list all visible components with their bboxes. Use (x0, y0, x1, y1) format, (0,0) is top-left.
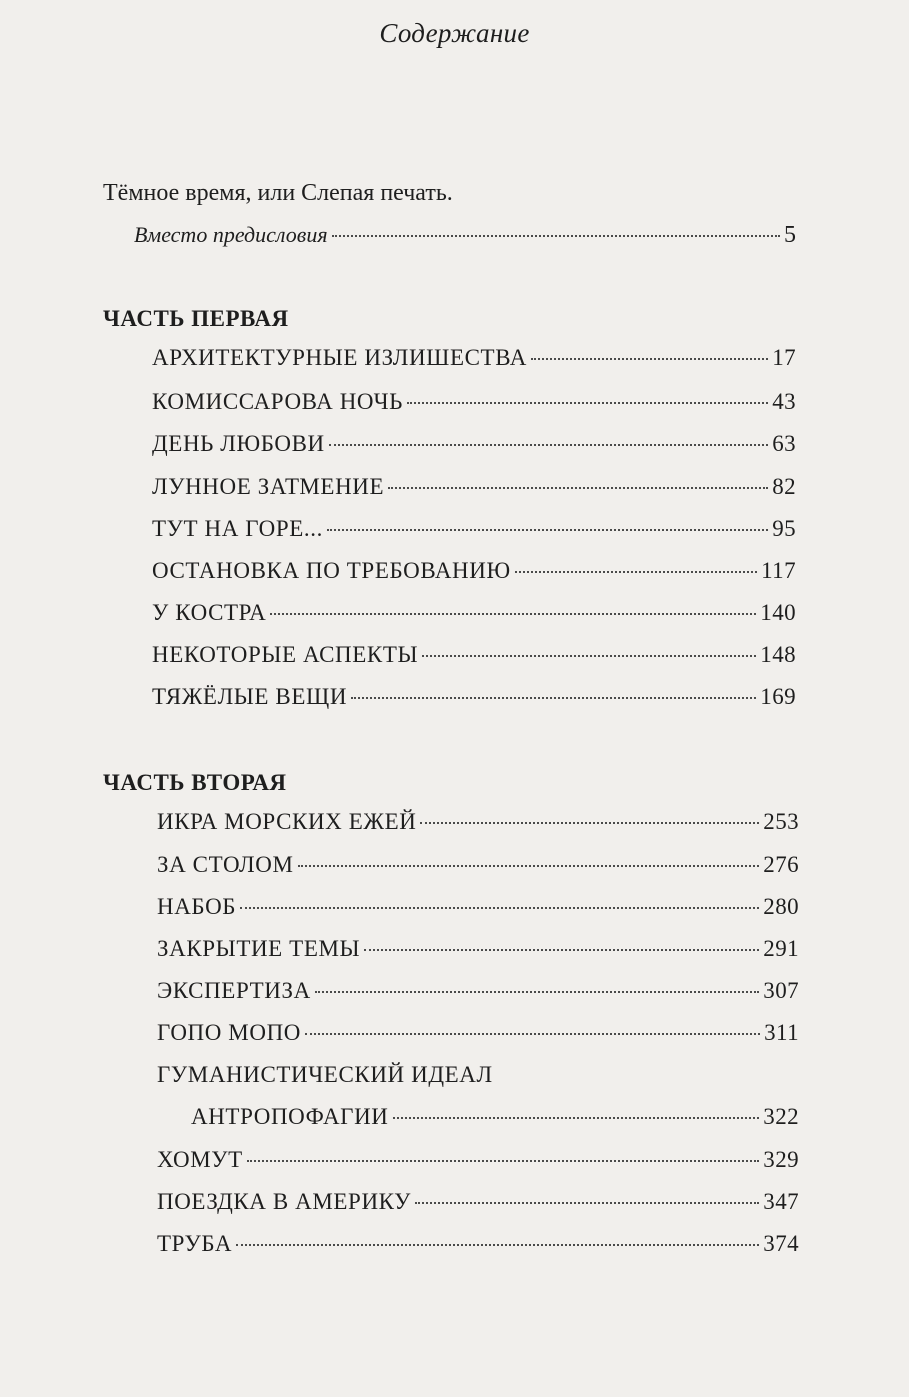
dot-leader (388, 487, 768, 489)
dot-leader (327, 529, 768, 531)
entry-title: ТЯЖЁЛЫЕ ВЕЩИ (152, 684, 348, 709)
toc-entry[interactable] (157, 936, 799, 962)
page-number: 17 (772, 345, 796, 370)
entry-title: НАБОБ (157, 894, 237, 919)
dot-leader (364, 949, 759, 951)
entry-title: ГОПО МОПО (157, 1020, 301, 1045)
dot-leader (247, 1160, 759, 1162)
toc-entry[interactable] (152, 474, 796, 500)
entry-title-line2: АНТРОПОФАГИИ (191, 1104, 389, 1129)
page-number: 280 (763, 894, 799, 919)
page-number: 148 (760, 642, 796, 667)
dot-leader (270, 613, 756, 615)
entry-title: НЕКОТОРЫЕ АСПЕКТЫ (152, 642, 419, 667)
page-number: 311 (764, 1020, 799, 1045)
toc-entry[interactable] (152, 600, 796, 626)
page-number: 140 (760, 600, 796, 625)
page-number: 276 (763, 852, 799, 877)
entry-title: ЗА СТОЛОМ (157, 852, 294, 877)
page-number: 43 (772, 389, 796, 414)
toc-entry[interactable] (152, 345, 796, 371)
page-number: 347 (763, 1189, 799, 1214)
entry-title: ТРУБА (157, 1231, 233, 1256)
page-number: 329 (763, 1147, 799, 1172)
dot-leader (332, 235, 780, 237)
entry-title: ЗАКРЫТИЕ ТЕМЫ (157, 936, 361, 961)
toc-entry[interactable] (157, 809, 799, 835)
dot-leader (298, 865, 760, 867)
entry-title: ОСТАНОВКА ПО ТРЕБОВАНИЮ (152, 558, 511, 583)
entry-title: АРХИТЕКТУРНЫЕ ИЗЛИШЕСТВА (152, 345, 527, 370)
page-number: 169 (760, 684, 796, 709)
dot-leader (240, 907, 759, 909)
toc-entry[interactable] (152, 389, 796, 415)
page-number: 95 (772, 516, 796, 541)
page-number: 253 (763, 809, 799, 834)
page-number: 82 (772, 474, 796, 499)
page-number: 322 (763, 1104, 799, 1129)
entry-title: ЛУННОЕ ЗАТМЕНИЕ (152, 474, 385, 499)
entry-title: ПОЕЗДКА В АМЕРИКУ (157, 1189, 412, 1214)
toc-entry[interactable] (157, 894, 799, 920)
dot-leader (315, 991, 759, 993)
page-title: Содержание (379, 18, 530, 48)
part-one-heading: ЧАСТЬ ПЕРВАЯ (103, 306, 289, 331)
toc-entry[interactable] (152, 516, 796, 542)
intro-title-line2: Вместо предисловия (134, 222, 328, 247)
toc-entry[interactable] (157, 978, 799, 1004)
entry-title-line1[interactable]: ГУМАНИСТИЧЕСКИЙ ИДЕАЛ (157, 1062, 493, 1087)
entry-title: ИКРА МОРСКИХ ЕЖЕЙ (157, 809, 417, 834)
intro-title-line1: Тёмное время, или Слепая печать. (103, 180, 453, 206)
toc-entry[interactable] (152, 558, 796, 584)
page-number: 374 (763, 1231, 799, 1256)
dot-leader (305, 1033, 760, 1035)
dot-leader (393, 1117, 760, 1119)
toc-entry[interactable] (157, 1147, 799, 1173)
toc-entry[interactable] (157, 1020, 799, 1046)
entry-title: ХОМУТ (157, 1147, 243, 1172)
dot-leader (422, 655, 756, 657)
dot-leader (415, 1202, 759, 1204)
page-number: 117 (761, 558, 796, 583)
dot-leader (420, 822, 759, 824)
page-number: 5 (784, 222, 796, 248)
dot-leader (531, 358, 768, 360)
dot-leader (407, 402, 768, 404)
page-number: 63 (772, 431, 796, 456)
toc-entry[interactable] (157, 852, 799, 878)
entry-title: ДЕНЬ ЛЮБОВИ (152, 431, 325, 456)
toc-entry[interactable] (157, 1231, 799, 1257)
toc-entry[interactable] (191, 1104, 799, 1130)
entry-title: ЭКСПЕРТИЗА (157, 978, 311, 1003)
dot-leader (329, 444, 768, 446)
dot-leader (515, 571, 757, 573)
toc-entry[interactable] (152, 684, 796, 710)
dot-leader (351, 697, 756, 699)
toc-entry[interactable] (157, 1189, 799, 1215)
page-number: 291 (763, 936, 799, 961)
entry-title: КОМИССАРОВА НОЧЬ (152, 389, 403, 414)
entry-title: ТУТ НА ГОРЕ... (152, 516, 323, 541)
dot-leader (236, 1244, 759, 1246)
toc-entry-intro[interactable] (134, 222, 796, 249)
part-two-heading: ЧАСТЬ ВТОРАЯ (103, 770, 287, 795)
toc-entry[interactable] (152, 431, 796, 457)
entry-title: У КОСТРА (152, 600, 267, 625)
page-number: 307 (763, 978, 799, 1003)
toc-entry[interactable] (152, 642, 796, 668)
